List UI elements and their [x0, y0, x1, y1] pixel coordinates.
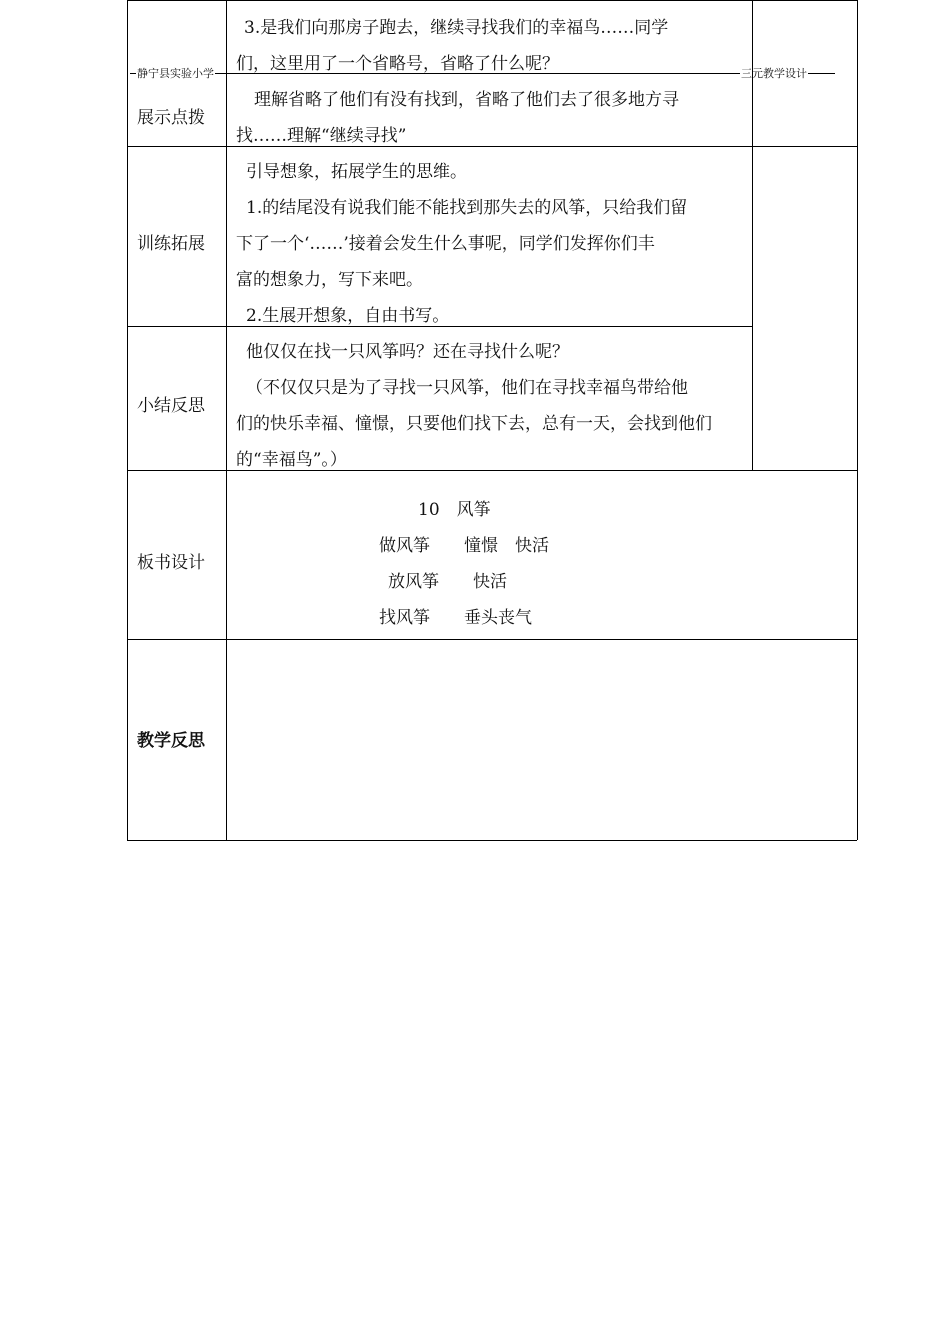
row-divider-2	[127, 326, 752, 327]
header-school-name: 静宁县实验小学	[137, 67, 214, 80]
row-label-training: 训练拓展	[137, 234, 205, 254]
row-summary-line-1: 他仅仅在找一只风筝吗？还在寻找什么呢？	[246, 342, 569, 362]
row-display-line-2: 们，这里用了一个省略号，省略了什么呢？	[236, 54, 559, 74]
header-doc-title: 三元教学设计	[741, 67, 807, 80]
row-label-summary: 小结反思	[137, 396, 205, 416]
row-training-line-3: 下了一个‘……’接着会发生什么事呢，同学们发挥你们丰	[236, 234, 655, 254]
row-label-board: 板书设计	[137, 553, 205, 573]
row-training-line-4: 富的想象力，写下来吧。	[236, 270, 423, 290]
row-training-line-1: 引导想象，拓展学生的思维。	[246, 162, 467, 182]
board-line-2: 放风筝 快活	[388, 572, 507, 592]
row-training-line-5: 2.生展开想象，自由书写。	[246, 306, 450, 326]
row-label-reflection: 教学反思	[137, 731, 205, 751]
table-border-bottom	[127, 840, 857, 841]
row-divider-3	[127, 470, 857, 471]
row-summary-line-4: 的“幸福鸟”。）	[236, 450, 347, 470]
row-display-line-4: 找……理解“继续寻找”	[236, 126, 407, 146]
table-border-right	[857, 0, 858, 840]
row-training-line-2: 1.的结尾没有说我们能不能找到那失去的风筝，只给我们留	[246, 198, 688, 218]
table-divider-content	[752, 0, 753, 470]
row-divider-1	[127, 146, 857, 147]
row-summary-line-3: 们的快乐幸福、憧憬，只要他们找下去，总有一天，会找到他们	[236, 414, 712, 434]
board-line-3: 找风筝 垂头丧气	[379, 608, 532, 628]
board-title: 10 风筝	[418, 500, 491, 520]
row-display-line-3: 理解省略了他们有没有找到，省略了他们去了很多地方寻	[254, 90, 679, 110]
board-line-1: 做风筝 憧憬 快活	[379, 536, 549, 556]
table-border-top	[127, 0, 857, 1]
row-divider-4	[127, 639, 857, 640]
table-divider-label	[226, 0, 227, 840]
row-summary-line-2: （不仅仅只是为了寻找一只风筝，他们在寻找幸福鸟带给他	[246, 378, 688, 398]
table-border-left	[127, 0, 128, 840]
row-label-display: 展示点拨	[137, 108, 205, 128]
row-display-line-1: 3.是我们向那房子跑去，继续寻找我们的幸福鸟……同学	[244, 18, 669, 38]
